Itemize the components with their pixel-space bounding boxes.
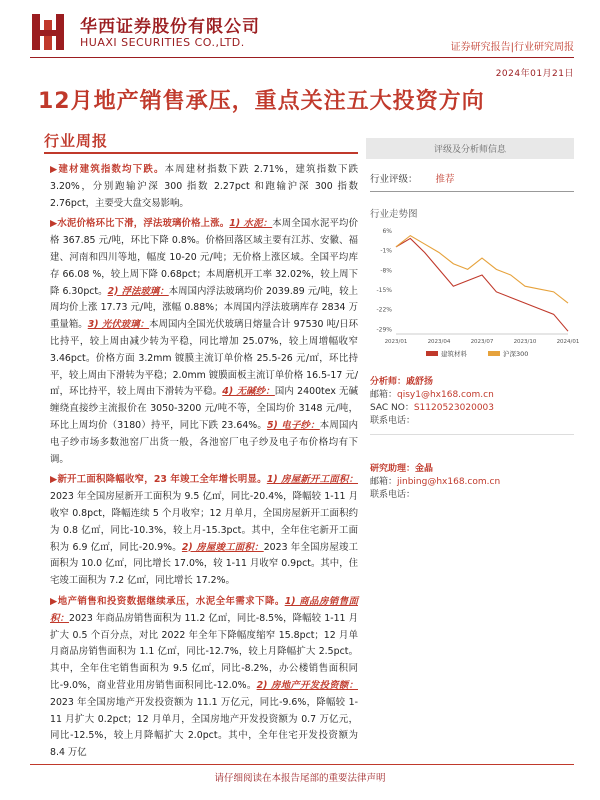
x-tick-label: 2023/04 (427, 339, 451, 345)
paragraph-text: 2023 年全国房屋竣工面积为 10.0 亿㎡，同比增长 17.0%，较 1-11 月收窄 0.9pct。其中，住宅竣工面积为 7.2 亿㎡，同比增长 17.2%。 (50, 541, 358, 587)
paragraph-text: 2023 年商品房销售面积为 11.2 亿㎡，同比-8.5%，降幅较 1-11 月扩大 0.5 个百分点，对比 2022 年全年下降幅度缩窄 15.8pct；12 月单月商品房销售面积为 1.1 亿㎡，同比-12.7%，较上月降幅扩大 2.5pct。其中，全年住宅销售面积为 9.5 亿㎡，同比-8.2%，办公楼销售面积同比-9.0%，商业营业用房销售面积同比-12.0%。 (50, 612, 358, 691)
section-divider (44, 152, 358, 154)
report-body (50, 162, 358, 766)
series-line-1 (396, 236, 568, 303)
report-title: 12月地产销售承压，重点关注五大投资方向 (38, 89, 485, 114)
rating-label: 行业评级： (370, 174, 418, 185)
subheading: 1) 商品房销售面积： (50, 595, 358, 624)
legend-label-0: 建筑材料 (441, 350, 467, 358)
legend-label-1: 沪深300 (503, 350, 529, 358)
rating-row (370, 171, 574, 192)
paragraph-text: 2023 年全国房屋新开工面积为 9.5 亿㎡，同比-20.4%，降幅较 1-11 月收窄 0.8pct，降幅连续 5 个月收窄；12 月单月，全国房屋新开工面积约为 0.8 亿㎡，同比-10.3%，较上月-15.3pct。其中，全年住宅新开工面积为 6.9 亿㎡，同比-20.9%。 (50, 491, 358, 553)
subheading: 1) 房屋新开工面积： (266, 474, 358, 486)
analyst-sac: S1120523020003 (413, 403, 494, 413)
analyst-role: 分析师：戚舒扬 (370, 377, 434, 387)
y-tick-label: -22% (376, 306, 392, 314)
report-paragraph (50, 162, 358, 212)
subheading: 2) 房地产开发投资额： (256, 679, 358, 691)
subheading: 3) 光伏玻璃： (87, 319, 150, 331)
paragraph-text: 本周国内浮法玻璃均价 2039.89 元/吨，较上周均价上涨 17.73 元/吨，涨幅 0.88%；本周国内浮法玻璃库存 2834 万重量箱。 (50, 285, 358, 331)
trend-chart-svg (366, 224, 580, 364)
paragraph-text: 本周全国水泥平均价格 367.85 元/吨，环比下降 0.8%。价格回落区域主要有江苏、安徽、福建、河南和四川等地，幅度 10-20 元/吨；无价格上涨区域。全国平均库存 66.08 %，较上周下降 0.68pct；本周磨机开工率 32.02%，较上周下降 6.30pct。 (50, 218, 358, 297)
y-tick-label: -8% (380, 267, 392, 275)
assistant-email[interactable]: jinbing@hx168.com.cn (397, 477, 501, 487)
y-tick-label: 6% (382, 228, 392, 235)
report-paragraph (50, 472, 358, 590)
y-tick-label: -1% (380, 247, 392, 255)
series-line-0 (396, 238, 568, 331)
email-label: 邮箱： (370, 390, 398, 400)
paragraph-text: 2023 年全国房地产开发投资额为 11.1 万亿元，同比-9.6%，降幅较 1-11 月扩大 0.2pct；12 月单月，全国房地产开发投资额为 0.7 万亿元，同比-12.5%，较上月降幅扩大 2.0pct。其中，全年住宅开发投资额为 8.4 万亿 (50, 696, 358, 759)
report-paragraph (50, 594, 358, 762)
paragraph-text: 国内 2400tex 无碱缠绕直接纱主流报价在 3050-3200 元/吨不等，全国均价 3148 元/吨，环比上周均价（3180）持平，同比下跌 23.64%。 (50, 386, 358, 431)
trend-chart (366, 224, 580, 368)
paragraph-text: 本周国内全国光伏玻璃日熔量合计 97530 吨/日环比持平，较上周由减少转为平稳，同比增加 25.07%，较上周增幅收窄 3.46pct。价格方面 3.2mm 镀膜主流订单价格 25.5-26 元/㎡，环比持平，较上周由下滑转为平稳；2.0mm 镀膜面板主流订单价格 16.5-17 元/㎡，环比持平，较上周由下滑转为平稳。 (50, 319, 358, 398)
brand-name-cn: 华西证券股份有限公司 (80, 17, 260, 37)
x-tick-label: 2023/07 (470, 339, 494, 345)
x-tick-label: 2023/10 (513, 339, 537, 345)
email-label: 邮箱： (370, 477, 398, 487)
subheading: 2) 房屋竣工面积： (181, 541, 264, 553)
analyst-divider (370, 434, 574, 435)
subheading: 4) 无碱纱： (222, 386, 275, 398)
section-label: 行业周报 (44, 132, 109, 150)
assistant-role: 研究助理：金晶 (370, 464, 434, 474)
subheading: 2) 浮法玻璃： (107, 285, 169, 297)
phone-label: 联系电话： (370, 490, 416, 500)
x-tick-label: 2024/01 (556, 339, 580, 345)
legend-swatch-1 (488, 351, 500, 356)
analyst-email[interactable]: qisy1@hx168.com.cn (397, 390, 494, 400)
paragraph-heading: ▶新开工面积降幅收窄，23 年竣工全年增长明显。 (50, 474, 267, 486)
header-divider (30, 57, 574, 58)
paragraph-heading: ▶建材建筑指数均下跌。 (50, 164, 165, 175)
sidebar-header: 评级及分析师信息 (366, 138, 574, 159)
paragraph-text: 本周建材指数下跌 2.71%，建筑指数下跌 3.20%，分别跑输沪深 300 指数 2.27pct 和跑输沪深 300 指数 2.76pct，主要受大盘交易影响。 (50, 164, 358, 209)
trend-chart-title: 行业走势图 (370, 209, 418, 220)
subheading: 5) 电子纱： (267, 419, 320, 431)
huaxi-logo-icon (30, 10, 78, 54)
rating-value: 推荐 (435, 174, 455, 185)
paragraph-heading: ▶水泥价格环比下滑，浮法玻璃价格上涨。 (50, 218, 230, 230)
footer-divider (30, 764, 574, 765)
sac-label: SAC NO： (370, 403, 414, 413)
phone-label: 联系电话： (370, 416, 416, 426)
report-paragraph (50, 216, 358, 468)
paragraph-heading: ▶地产销售和投资数据继续承压，水泥全年需求下降。 (50, 595, 285, 607)
report-date: 2024年01月21日 (495, 69, 574, 79)
y-tick-label: -15% (376, 287, 392, 295)
analyst-block-1 (370, 376, 574, 435)
brand-name-en: HUAXI SECURITIES CO.,LTD. (80, 36, 245, 49)
analyst-block-2 (370, 463, 574, 502)
doc-type-label: 证券研究报告|行业研究周报 (450, 42, 574, 53)
x-tick-label: 2023/01 (384, 339, 408, 345)
info-sidebar (366, 138, 580, 502)
subheading: 1) 水泥： (229, 218, 273, 230)
legend-swatch-0 (426, 351, 438, 356)
y-tick-label: -29% (376, 326, 392, 334)
footer-disclaimer: 请仔细阅读在本报告尾部的重要法律声明 (214, 773, 386, 784)
paragraph-text: 本周国内电子纱市场多数池窑厂出货一般，各池窑厂电子纱及电子布价格均有下调。 (50, 419, 358, 465)
